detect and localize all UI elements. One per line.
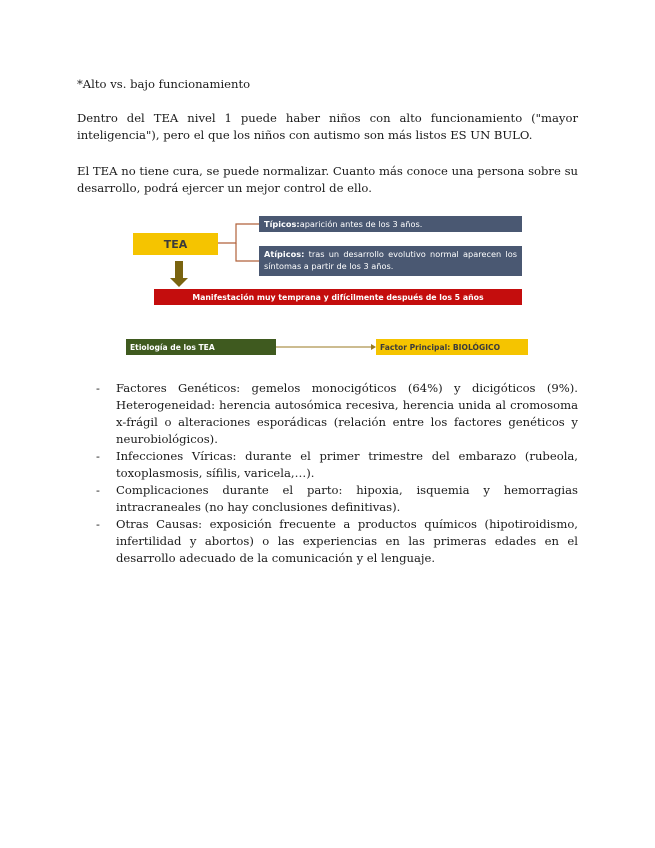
etiologia-box: Etiología de los TEA	[126, 339, 276, 355]
atipicos-label: Atípicos:	[264, 249, 305, 259]
list-bullet: -	[96, 517, 100, 531]
list-bullet: -	[96, 381, 100, 395]
list-bullet: -	[96, 483, 100, 497]
down-arrow-shaft	[175, 261, 183, 279]
paragraph-tea-cure: El TEA no tiene cura, se puede normalizar. Cuanto más conoce una persona sobre su desarrollo, podrá ejercer un mejor control de ello.	[77, 164, 578, 195]
list-item-text: Infecciones Víricas: durante el primer trimestre del embarazo (rubeola, toxoplasmosis, sífilis, varicela,…).	[116, 449, 578, 480]
connector-tipicos	[218, 224, 259, 243]
tea-box: TEA	[133, 233, 218, 255]
causes-list	[96, 380, 578, 567]
manifestacion-box: Manifestación muy temprana y difícilmente después de los 5 años	[154, 289, 522, 305]
connector-atipicos	[236, 243, 259, 261]
list-item-text: Factores Genéticos: gemelos monocigóticos (64%) y dicigóticos (9%). Heterogeneidad: herencia autosómica recesiva, herencia unida al cromosoma x-frágil o alteraciones esporádicas (relación entre los factores genéticos y neurobiológicos).	[116, 381, 578, 446]
list-item	[96, 482, 578, 516]
paragraph-tea-level1: Dentro del TEA nivel 1 puede haber niños con alto funcionamiento ("mayor inteligencia"), pero el que los niños con autismo son más listos ES UN BULO.	[77, 111, 578, 142]
atipicos-text: tras un desarrollo evolutivo normal aparecen los síntomas a partir de los 3 años.	[264, 249, 517, 271]
list-item-text: Complicaciones durante el parto: hipoxia, isquemia y hemorragias intracraneales (no hay conclusiones definitivas).	[116, 483, 578, 514]
list-bullet: -	[96, 449, 100, 463]
factor-principal-box: Factor Principal: BIOLÓGICO	[376, 339, 528, 355]
tipicos-text: aparición antes de los 3 años.	[299, 219, 423, 229]
tipicos-label: Típicos:	[264, 219, 300, 229]
tipicos-box	[259, 216, 522, 232]
list-item-text: Otras Causas: exposición frecuente a productos químicos (hipotiroidismo, infertilidad y abortos) o las experiencias en las primeras edades en el desarrollo adecuado de la comunicación y el lenguaje.	[116, 517, 578, 565]
atipicos-box	[259, 246, 522, 276]
list-item	[96, 516, 578, 567]
list-item	[96, 380, 578, 448]
note-heading: *Alto vs. bajo funcionamiento	[77, 77, 251, 91]
down-arrow-head	[170, 278, 188, 287]
list-item	[96, 448, 578, 482]
